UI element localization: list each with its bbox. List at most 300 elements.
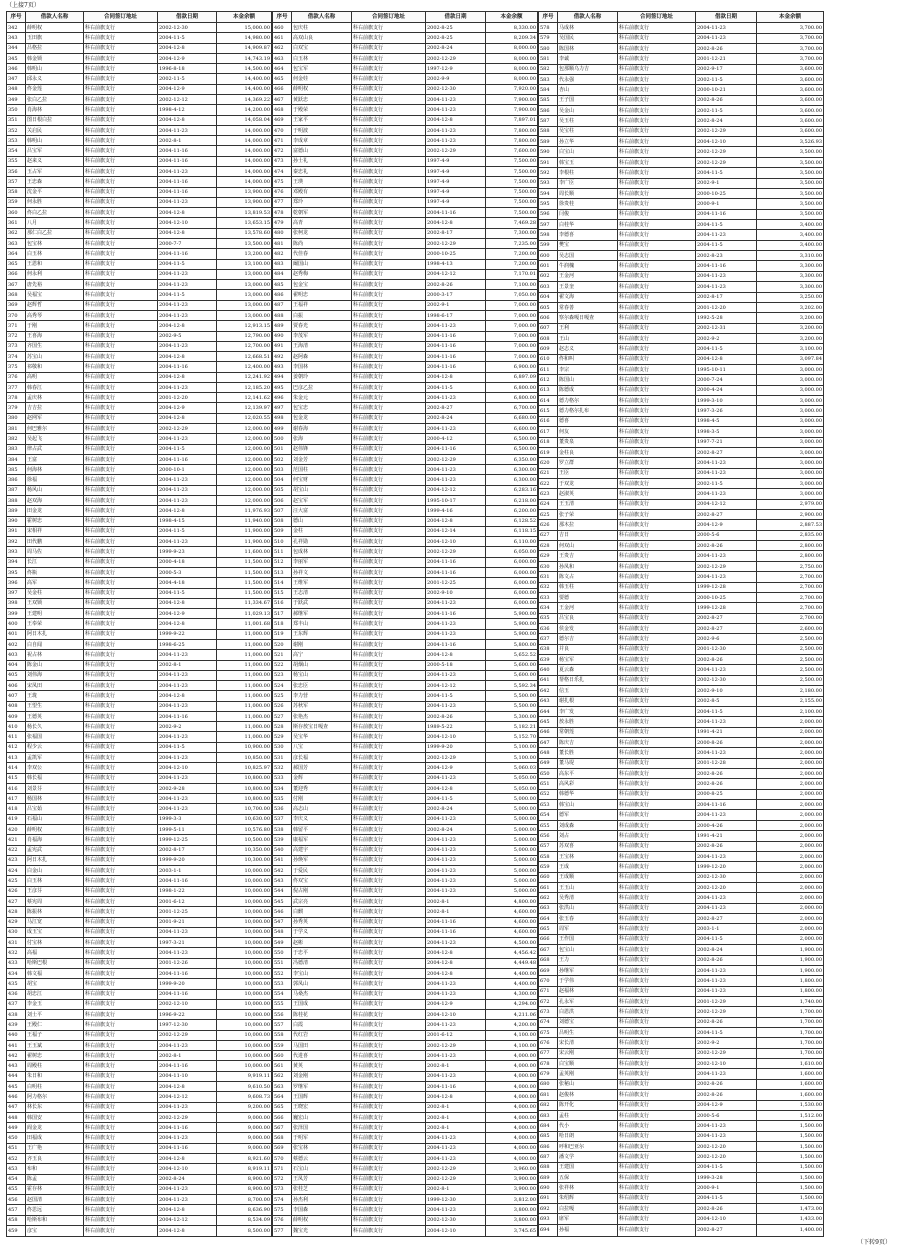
- cell-principal: 2,700.00: [757, 592, 824, 602]
- cell-index: 541: [273, 855, 292, 865]
- cell-contract-place: 科右前旗支行: [618, 33, 696, 43]
- cell-borrower: 谢扎根: [558, 696, 618, 706]
- cell-principal: 2,000.00: [757, 748, 824, 758]
- table-row: [7, 783, 272, 793]
- cell-principal: 3,600.00: [757, 106, 824, 116]
- cell-principal: 4,000.00: [486, 1102, 538, 1112]
- cell-borrower: 要德: [558, 592, 618, 602]
- cell-loan-date: 1991-4-21: [696, 727, 757, 737]
- cell-contract-place: 科右前旗支行: [84, 146, 158, 156]
- cell-contract-place: 科右前旗支行: [618, 1059, 696, 1069]
- cell-borrower: 德喜: [558, 416, 618, 426]
- cell-principal: 3,200.00: [757, 313, 824, 323]
- table-row: [7, 1112, 272, 1122]
- cell-loan-date: 2004-12-9: [158, 53, 217, 63]
- cell-principal: 14,000.00: [217, 177, 272, 187]
- cell-principal: 10,000.00: [217, 917, 272, 927]
- table-row: [273, 773, 538, 783]
- cell-borrower: 韩金锁: [26, 53, 84, 63]
- table-row: [273, 567, 538, 577]
- table-row: [7, 249, 272, 259]
- cell-principal: 3,100.00: [757, 344, 824, 354]
- cell-loan-date: 2002-8-1: [158, 1051, 217, 1061]
- cell-principal: 10,500.00: [217, 835, 272, 845]
- cell-borrower: 高军: [26, 578, 84, 588]
- cell-contract-place: 科右前旗支行: [84, 506, 158, 516]
- cell-loan-date: 1999-9-23: [158, 547, 217, 557]
- cell-principal: 4,000.00: [486, 1112, 538, 1122]
- cell-loan-date: 1997-7-21: [696, 437, 757, 447]
- cell-index: 349: [7, 95, 26, 105]
- cell-index: 484: [273, 269, 292, 279]
- table-row: [539, 106, 824, 116]
- cell-contract-place: 科右前旗支行: [84, 444, 158, 454]
- cell-borrower: 阿日木扎: [26, 855, 84, 865]
- cell-principal: 14,400.00: [217, 74, 272, 84]
- table-row: [7, 506, 272, 516]
- cell-index: 434: [7, 968, 26, 978]
- cell-borrower: 蔡德云: [292, 1154, 352, 1164]
- cell-borrower: 陈文占: [558, 572, 618, 582]
- cell-principal: 10,000.00: [217, 876, 272, 886]
- cell-loan-date: 2004-11-16: [158, 454, 217, 464]
- cell-index: 590: [539, 147, 558, 157]
- cell-loan-date: 2002-12-29: [426, 53, 486, 63]
- cell-borrower: 信玉: [558, 686, 618, 696]
- cell-principal: 3,000.00: [757, 416, 824, 426]
- cell-contract-place: 科右前旗支行: [618, 375, 696, 385]
- cell-principal: 3,500.00: [757, 199, 824, 209]
- cell-index: 632: [539, 582, 558, 592]
- cell-principal: 7,900.00: [486, 105, 538, 115]
- cell-contract-place: 科右前旗支行: [352, 321, 426, 331]
- cell-principal: 14,000.00: [217, 125, 272, 135]
- cell-borrower: 韩春江: [26, 382, 84, 392]
- cell-contract-place: 科右前旗支行: [618, 914, 696, 924]
- cell-index: 388: [7, 496, 26, 506]
- cell-contract-place: 科右前旗支行: [352, 773, 426, 783]
- cell-principal: 6,500.00: [486, 444, 538, 454]
- cell-loan-date: 2004-11-23: [158, 125, 217, 135]
- cell-index: 577: [273, 1225, 292, 1236]
- table-row: [7, 156, 272, 166]
- cell-contract-place: 科右前旗支行: [84, 269, 158, 279]
- table-row: [539, 789, 824, 799]
- cell-index: 653: [539, 800, 558, 810]
- cell-borrower: 闫俊: [558, 209, 618, 219]
- cell-contract-place: 科右前旗支行: [352, 845, 426, 855]
- cell-borrower: 付刚: [292, 794, 352, 804]
- cell-principal: 12,400.00: [217, 362, 272, 372]
- cell-principal: 10,700.00: [217, 804, 272, 814]
- table-row: [7, 660, 272, 670]
- cell-loan-date: 2004-12-12: [158, 1215, 217, 1225]
- cell-borrower: 张海: [292, 434, 352, 444]
- cell-index: 357: [7, 177, 26, 187]
- cell-index: 359: [7, 197, 26, 207]
- cell-borrower: 祝占林: [26, 650, 84, 660]
- cell-contract-place: 科右前旗支行: [352, 115, 426, 125]
- cell-principal: 4,200.00: [486, 1020, 538, 1030]
- table-row: [7, 331, 272, 341]
- table-row: [273, 1143, 538, 1153]
- cell-index: 504: [273, 475, 292, 485]
- cell-index: 353: [7, 136, 26, 146]
- cell-principal: 5,592.34: [486, 681, 538, 691]
- cell-loan-date: 2002-12-10: [158, 999, 217, 1009]
- cell-principal: 10,350.00: [217, 845, 272, 855]
- cell-index: 553: [273, 979, 292, 989]
- cell-principal: 12,000.00: [217, 454, 272, 464]
- table-row: [7, 341, 272, 351]
- cell-contract-place: 科右前旗支行: [618, 737, 696, 747]
- cell-contract-place: 科右前旗支行: [352, 146, 426, 156]
- cell-principal: 2,100.00: [757, 706, 824, 716]
- cell-contract-place: 科右前旗支行: [618, 489, 696, 499]
- cell-contract-place: 科右前旗支行: [618, 1214, 696, 1224]
- cell-contract-place: 科右前旗支行: [84, 917, 158, 927]
- cell-loan-date: 2004-11-23: [158, 280, 217, 290]
- cell-loan-date: 2000-7-24: [696, 375, 757, 385]
- cell-contract-place: 科右前旗支行: [84, 393, 158, 403]
- cell-loan-date: 1999-3-3: [158, 814, 217, 824]
- cell-borrower: 侯金发: [558, 624, 618, 634]
- table-row: [7, 424, 272, 434]
- cell-borrower: 张艳杰: [292, 711, 352, 721]
- cell-loan-date: 2002-8-26: [696, 1017, 757, 1027]
- cell-principal: 10,000.00: [217, 938, 272, 948]
- table-row: [7, 1174, 272, 1184]
- cell-loan-date: 2002-8-26: [696, 43, 757, 53]
- cell-index: 449: [7, 1123, 26, 1133]
- cell-index: 451: [7, 1143, 26, 1153]
- cell-index: 360: [7, 208, 26, 218]
- cell-borrower: 高建宇: [292, 845, 352, 855]
- cell-index: 676: [539, 1038, 558, 1048]
- cell-principal: 7,920.00: [486, 84, 538, 94]
- cell-principal: 3,300.00: [757, 261, 824, 271]
- cell-loan-date: 1997-4-9: [426, 167, 486, 177]
- cell-principal: 1,600.00: [757, 1079, 824, 1089]
- table-row: [539, 510, 824, 520]
- column-header-index: 序号: [7, 12, 26, 23]
- cell-contract-place: 科右前旗支行: [84, 557, 158, 567]
- cell-index: 669: [539, 965, 558, 975]
- cell-loan-date: 2004-12-10: [696, 137, 757, 147]
- cell-principal: 7,200.00: [486, 249, 538, 259]
- cell-principal: 7,000.00: [486, 341, 538, 351]
- cell-loan-date: 2000-10-21: [696, 85, 757, 95]
- table-row: [273, 95, 538, 105]
- cell-loan-date: 2004-11-5: [426, 382, 486, 392]
- table-row: [273, 516, 538, 526]
- cell-index: 366: [7, 269, 26, 279]
- cell-principal: 1,512.00: [757, 1110, 824, 1120]
- cell-borrower: 董贵泉: [558, 437, 618, 447]
- table-row: [273, 578, 538, 588]
- cell-principal: 11,000.00: [217, 711, 272, 721]
- cell-loan-date: 2002-9-10: [426, 588, 486, 598]
- cell-principal: 2,500.00: [757, 644, 824, 654]
- cell-contract-place: 科右前旗支行: [618, 458, 696, 468]
- cell-principal: 6,600.00: [486, 424, 538, 434]
- cell-loan-date: 2004-12-8: [426, 218, 486, 228]
- cell-principal: 8,000.00: [486, 53, 538, 63]
- cell-loan-date: 2004-11-16: [426, 639, 486, 649]
- cell-index: 645: [539, 717, 558, 727]
- cell-borrower: 倪占刚: [292, 886, 352, 896]
- cell-index: 639: [539, 655, 558, 665]
- cell-borrower: 于学伟: [558, 976, 618, 986]
- cell-contract-place: 科右前旗支行: [618, 789, 696, 799]
- cell-loan-date: 2004-12-8: [158, 691, 217, 701]
- table-row: [273, 1010, 538, 1020]
- table-row: [273, 506, 538, 516]
- cell-loan-date: 2004-12-8: [426, 948, 486, 958]
- cell-loan-date: 2004-11-23: [158, 650, 217, 660]
- cell-index: 518: [273, 619, 292, 629]
- cell-contract-place: 科右前旗支行: [352, 825, 426, 835]
- cell-borrower: 包宝山: [558, 945, 618, 955]
- cell-contract-place: 科右前旗支行: [352, 1174, 426, 1184]
- cell-index: 572: [273, 1174, 292, 1184]
- cell-loan-date: 2002-8-26: [696, 95, 757, 105]
- cell-index: 500: [273, 434, 292, 444]
- cell-loan-date: 2004-12-9: [158, 84, 217, 94]
- table-row: [539, 74, 824, 84]
- cell-index: 477: [273, 197, 292, 207]
- cell-borrower: 彦长福: [292, 753, 352, 763]
- cell-loan-date: 2000-9-1: [696, 199, 757, 209]
- table-row: [273, 1184, 538, 1194]
- cell-index: 587: [539, 116, 558, 126]
- table-row: [273, 74, 538, 84]
- cell-index: 617: [539, 427, 558, 437]
- cell-loan-date: 2002-11-5: [696, 478, 757, 488]
- cell-principal: 1,433.00: [757, 1214, 824, 1224]
- cell-contract-place: 科右前旗支行: [84, 588, 158, 598]
- cell-borrower: 韩明山: [26, 64, 84, 74]
- table-row: [7, 578, 272, 588]
- cell-borrower: 王成: [558, 862, 618, 872]
- cell-loan-date: 2004-11-23: [426, 845, 486, 855]
- cell-index: 636: [539, 624, 558, 634]
- cell-loan-date: 1997-4-9: [426, 197, 486, 207]
- table-row: [273, 917, 538, 927]
- cell-index: 667: [539, 945, 558, 955]
- cell-contract-place: 科右前旗支行: [618, 841, 696, 851]
- cell-contract-place: 科右前旗支行: [352, 855, 426, 865]
- cell-principal: 1,700.00: [757, 1048, 824, 1058]
- cell-principal: 3,500.00: [757, 188, 824, 198]
- cell-principal: 2,000.00: [757, 737, 824, 747]
- cell-borrower: 王望生: [26, 701, 84, 711]
- table-row: [273, 742, 538, 752]
- cell-borrower: 白恩洪: [558, 1007, 618, 1017]
- cell-principal: 3,600.00: [757, 116, 824, 126]
- cell-loan-date: 2004-11-16: [426, 362, 486, 372]
- cell-principal: 4,449.48: [486, 958, 538, 968]
- cell-loan-date: 2004-11-23: [158, 197, 217, 207]
- table-row: [273, 382, 538, 392]
- cell-loan-date: 2004-11-23: [696, 271, 757, 281]
- cell-loan-date: 2004-11-23: [696, 986, 757, 996]
- cell-contract-place: 科右前旗支行: [352, 588, 426, 598]
- cell-principal: 13,000.00: [217, 290, 272, 300]
- cell-index: 524: [273, 681, 292, 691]
- cell-loan-date: 2004-11-23: [426, 1071, 486, 1081]
- cell-borrower: 张秘山: [558, 1079, 618, 1089]
- cell-contract-place: 科右前旗支行: [618, 106, 696, 116]
- cell-principal: 2,000.00: [757, 924, 824, 934]
- cell-borrower: 薛明权: [292, 1215, 352, 1225]
- table-row: [7, 938, 272, 948]
- cell-contract-place: 科右前旗支行: [618, 1131, 696, 1141]
- cell-loan-date: 2004-11-23: [426, 1143, 486, 1153]
- cell-borrower: 代红岩: [292, 1030, 352, 1040]
- cell-principal: 5,050.00: [486, 773, 538, 783]
- cell-borrower: 吕宝军: [26, 146, 84, 156]
- cell-contract-place: 科右前旗支行: [352, 938, 426, 948]
- table-row: [539, 43, 824, 53]
- column-header-contract-place: 合同签订地址: [84, 12, 158, 23]
- cell-borrower: 周长顺: [558, 188, 618, 198]
- cell-loan-date: 2004-12-14: [426, 526, 486, 536]
- cell-principal: 7,500.00: [486, 197, 538, 207]
- cell-borrower: 阎金龙: [26, 1123, 84, 1133]
- cell-principal: 6,200.00: [486, 506, 538, 516]
- cell-loan-date: 2004-12-8: [158, 352, 217, 362]
- column-header-index: 序号: [539, 12, 558, 23]
- table-row: [273, 208, 538, 218]
- cell-loan-date: 2000-10-25: [696, 188, 757, 198]
- cell-borrower: 邱永义: [26, 74, 84, 84]
- cell-principal: 11,600.00: [217, 547, 272, 557]
- table-row: [7, 886, 272, 896]
- cell-index: 457: [7, 1205, 26, 1215]
- cell-borrower: 马成林: [558, 23, 618, 33]
- table-row: [539, 706, 824, 716]
- cell-borrower: 德尔吉: [558, 634, 618, 644]
- cell-loan-date: 2004-11-23: [426, 619, 486, 629]
- cell-borrower: 王玉山: [558, 882, 618, 892]
- cell-contract-place: 科右前旗支行: [352, 979, 426, 989]
- cell-principal: 15,000.00: [217, 23, 272, 33]
- cell-principal: 3,400.00: [757, 230, 824, 240]
- cell-index: 464: [273, 64, 292, 74]
- cell-principal: 12,139.97: [217, 403, 272, 413]
- cell-index: 394: [7, 557, 26, 567]
- table-row: [539, 468, 824, 478]
- cell-borrower: 赵彬: [292, 938, 352, 948]
- cell-contract-place: 科右前旗支行: [618, 603, 696, 613]
- cell-principal: 5,600.00: [486, 660, 538, 670]
- table-row: [7, 753, 272, 763]
- cell-principal: 10,000.00: [217, 896, 272, 906]
- cell-index: 459: [7, 1225, 26, 1236]
- cell-borrower: 郑玲: [292, 197, 352, 207]
- cell-contract-place: 科右前旗支行: [618, 1121, 696, 1131]
- cell-borrower: 杏山: [558, 85, 618, 95]
- cell-principal: 2,979.00: [757, 499, 824, 509]
- cell-index: 673: [539, 1007, 558, 1017]
- table-row: [273, 187, 538, 197]
- cell-principal: 5,500.00: [486, 691, 538, 701]
- cell-index: 515: [273, 588, 292, 598]
- cell-index: 627: [539, 530, 558, 540]
- cell-index: 395: [7, 567, 26, 577]
- cell-index: 422: [7, 845, 26, 855]
- cell-index: 545: [273, 896, 292, 906]
- cell-loan-date: 2004-11-23: [696, 458, 757, 468]
- cell-loan-date: 2002-9-2: [158, 722, 217, 732]
- table-row: [7, 1164, 272, 1174]
- cell-borrower: 德山: [292, 516, 352, 526]
- table-block-1: [6, 11, 272, 1237]
- cell-index: 661: [539, 882, 558, 892]
- cell-contract-place: 科右前旗支行: [618, 924, 696, 934]
- table-row: [273, 197, 538, 207]
- table-row: [539, 219, 824, 229]
- table-row: [273, 938, 538, 948]
- cell-contract-place: 科右前旗支行: [352, 290, 426, 300]
- cell-borrower: 于忠平: [292, 948, 352, 958]
- cell-borrower: 宋相祥: [26, 526, 84, 536]
- cell-loan-date: 2002-12-29: [426, 454, 486, 464]
- cell-loan-date: 2004-11-16: [696, 800, 757, 810]
- cell-principal: 4,600.00: [486, 907, 538, 917]
- cell-borrower: 吴秀清: [558, 893, 618, 903]
- table-row: [7, 825, 272, 835]
- cell-principal: 3,097.84: [757, 354, 824, 364]
- cell-principal: 12,000.00: [217, 485, 272, 495]
- cell-loan-date: 2002-8-17: [696, 292, 757, 302]
- table-row: [273, 444, 538, 454]
- cell-loan-date: 2004-12-8: [426, 115, 486, 125]
- cell-contract-place: 科右前旗支行: [84, 537, 158, 547]
- cell-principal: 5,000.00: [486, 794, 538, 804]
- cell-borrower: 吕宝茹: [26, 804, 84, 814]
- cell-loan-date: 2004-12-8: [426, 1092, 486, 1102]
- cell-index: 511: [273, 547, 292, 557]
- cell-index: 677: [539, 1048, 558, 1058]
- cell-contract-place: 科右前旗支行: [352, 187, 426, 197]
- table-row: [539, 261, 824, 271]
- cell-borrower: 张福国: [26, 732, 84, 742]
- cell-borrower: 王维军: [292, 578, 352, 588]
- cell-contract-place: 科右前旗支行: [352, 424, 426, 434]
- cell-borrower: 金柱良: [558, 447, 618, 457]
- cell-principal: 3,202.00: [757, 302, 824, 312]
- table-row: [539, 188, 824, 198]
- table-row: [539, 779, 824, 789]
- cell-index: 668: [539, 955, 558, 965]
- cell-contract-place: 科右前旗支行: [618, 851, 696, 861]
- cell-index: 538: [273, 825, 292, 835]
- cell-contract-place: 科右前旗支行: [352, 372, 426, 382]
- cell-borrower: 富德山: [292, 146, 352, 156]
- cell-loan-date: 1998-1-22: [158, 886, 217, 896]
- cell-borrower: 图日根白拉: [26, 115, 84, 125]
- cell-index: 355: [7, 156, 26, 166]
- cell-contract-place: 科右前旗支行: [618, 54, 696, 64]
- cell-borrower: 孙福: [558, 1224, 618, 1236]
- cell-index: 501: [273, 444, 292, 454]
- cell-principal: 7,600.00: [486, 146, 538, 156]
- table-row: [7, 1061, 272, 1071]
- cell-contract-place: 科右前旗支行: [352, 783, 426, 793]
- cell-borrower: 董迎秀: [292, 783, 352, 793]
